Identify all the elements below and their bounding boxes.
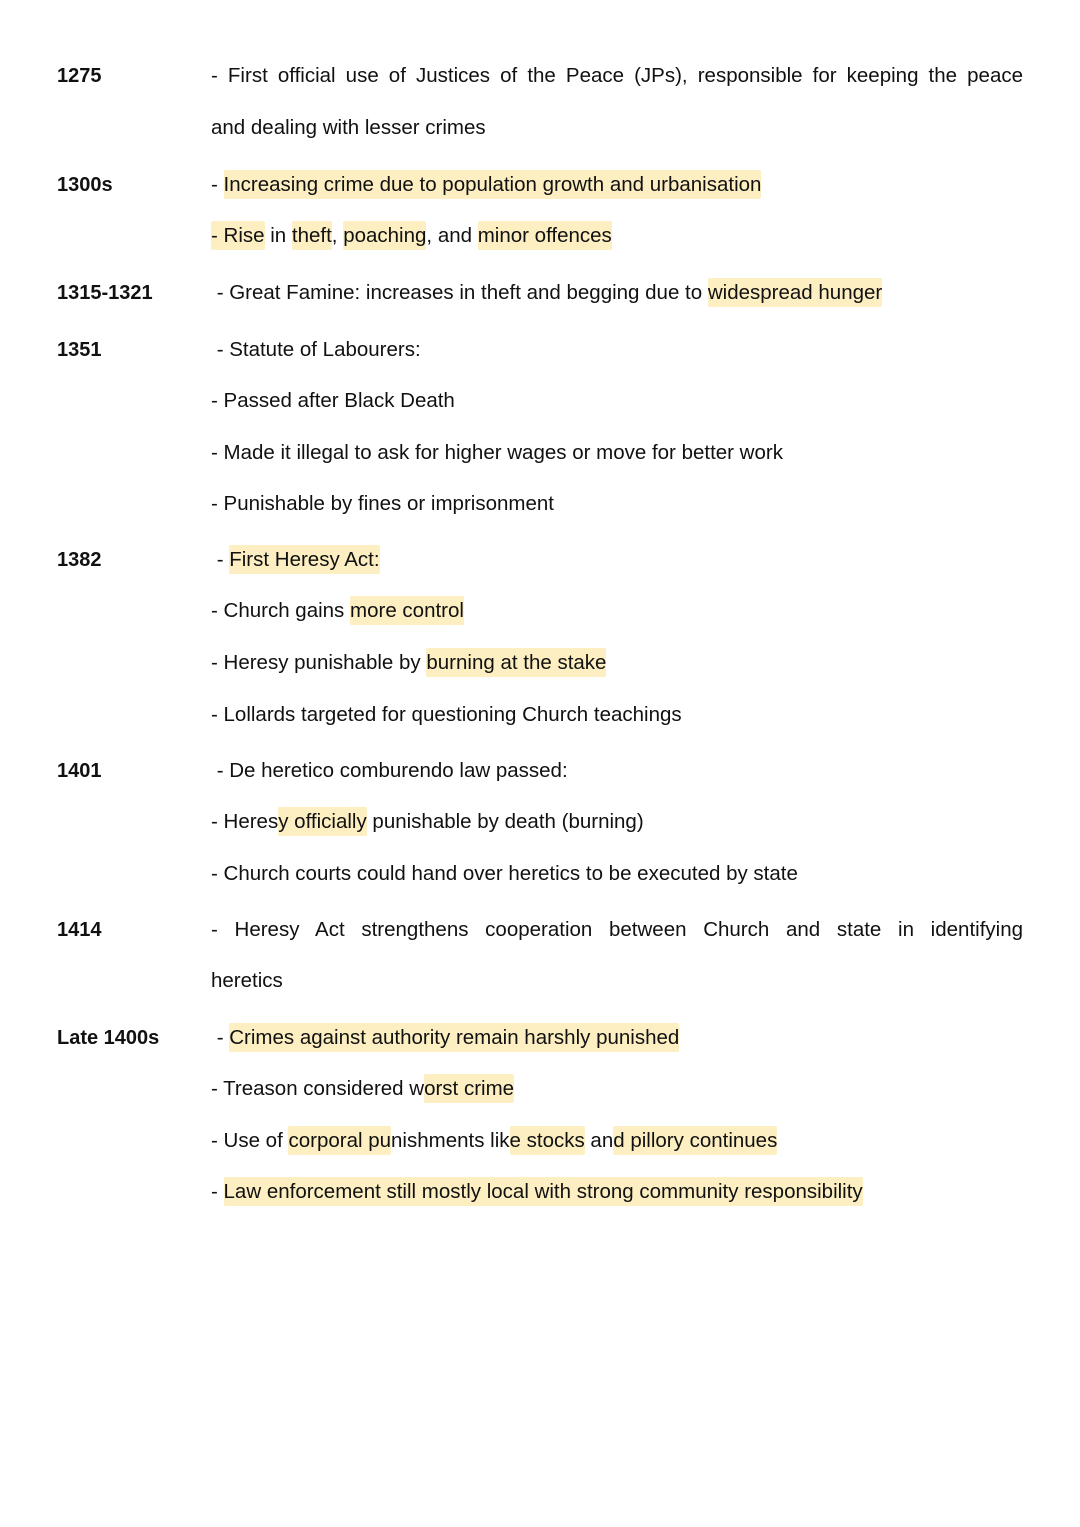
- entry-date: 1382: [57, 549, 102, 571]
- entry-line: [211, 224, 612, 248]
- line-text: - Treason considered w: [211, 1077, 425, 1100]
- line-text: nishments lik: [391, 1129, 510, 1152]
- entry-line: [211, 599, 464, 623]
- entry-line: - Lollards targeted for questioning Church teachings: [211, 703, 682, 726]
- line-text: punishable by death (burning): [366, 810, 644, 833]
- highlighted-text: Crimes against authority remain harshly punished: [229, 1026, 680, 1049]
- line-text: -: [211, 1026, 230, 1049]
- entry-line: [211, 1180, 863, 1204]
- line-text: - Great Famine: increases in theft and begging due to: [211, 281, 708, 304]
- highlighted-text: e stocks: [509, 1129, 585, 1152]
- highlighted-text: orst crime: [424, 1077, 515, 1100]
- entry-date: 1315-1321: [57, 282, 153, 304]
- entry-date: 1351: [57, 339, 102, 361]
- entry-line: [211, 173, 761, 197]
- line-text: in: [264, 224, 292, 247]
- entry-line: - Church courts could hand over heretics to be executed by state: [211, 862, 798, 885]
- entry-line: [211, 810, 644, 834]
- line-text: -: [211, 548, 230, 571]
- entry-line: heretics: [211, 969, 283, 992]
- entry-line: - Passed after Black Death: [211, 389, 455, 412]
- line-text: ,: [331, 224, 344, 247]
- entry-line: - Made it illegal to ask for higher wages or move for better work: [211, 441, 783, 464]
- entry-date: 1300s: [57, 174, 113, 196]
- highlighted-text: Increasing crime due to population growth and urbanisation: [223, 173, 762, 196]
- line-text: -: [211, 173, 224, 196]
- highlighted-text: theft: [291, 224, 332, 247]
- highlighted-text: widespread hunger: [707, 281, 883, 304]
- entry-date: 1401: [57, 760, 102, 782]
- entry-line: - First official use of Justices of the Peace (JPs), responsible for keeping the peace: [211, 64, 1023, 87]
- entry-line: - Statute of Labourers:: [211, 338, 421, 361]
- entry-line: [211, 548, 380, 572]
- entry-line: [211, 651, 606, 675]
- highlighted-text: minor offences: [477, 224, 612, 247]
- line-text: an: [584, 1129, 614, 1152]
- entry-date: 1414: [57, 919, 102, 941]
- entry-line: - Punishable by fines or imprisonment: [211, 492, 554, 515]
- line-text: -: [211, 1180, 224, 1203]
- highlighted-text: d pillory continues: [613, 1129, 778, 1152]
- highlighted-text: poaching: [343, 224, 427, 247]
- line-text: - Church gains: [211, 599, 351, 622]
- highlighted-text: Law enforcement still mostly local with strong community responsibility: [223, 1180, 863, 1203]
- entry-date: Late 1400s: [57, 1027, 160, 1049]
- highlighted-text: corporal pu: [288, 1129, 392, 1152]
- line-text: , and: [426, 224, 478, 247]
- line-text: - Heres: [211, 810, 279, 833]
- highlighted-text: more control: [350, 599, 464, 622]
- highlighted-text: First Heresy Act:: [229, 548, 380, 571]
- highlighted-text: - Rise: [211, 224, 265, 247]
- entry-date: 1275: [57, 65, 102, 87]
- entry-line: - Heresy Act strengthens cooperation between Church and state in identifying: [211, 918, 1023, 941]
- line-text: - Heresy punishable by: [211, 651, 427, 674]
- entry-line: [211, 1077, 514, 1101]
- highlighted-text: burning at the stake: [426, 651, 607, 674]
- highlighted-text: y officially: [278, 810, 367, 833]
- entry-line: [211, 1026, 679, 1050]
- entry-line: - De heretico comburendo law passed:: [211, 759, 568, 782]
- entry-line: [211, 1129, 777, 1153]
- entry-line: and dealing with lesser crimes: [211, 116, 486, 139]
- line-text: - Use of: [211, 1129, 289, 1152]
- entry-line: [211, 281, 882, 305]
